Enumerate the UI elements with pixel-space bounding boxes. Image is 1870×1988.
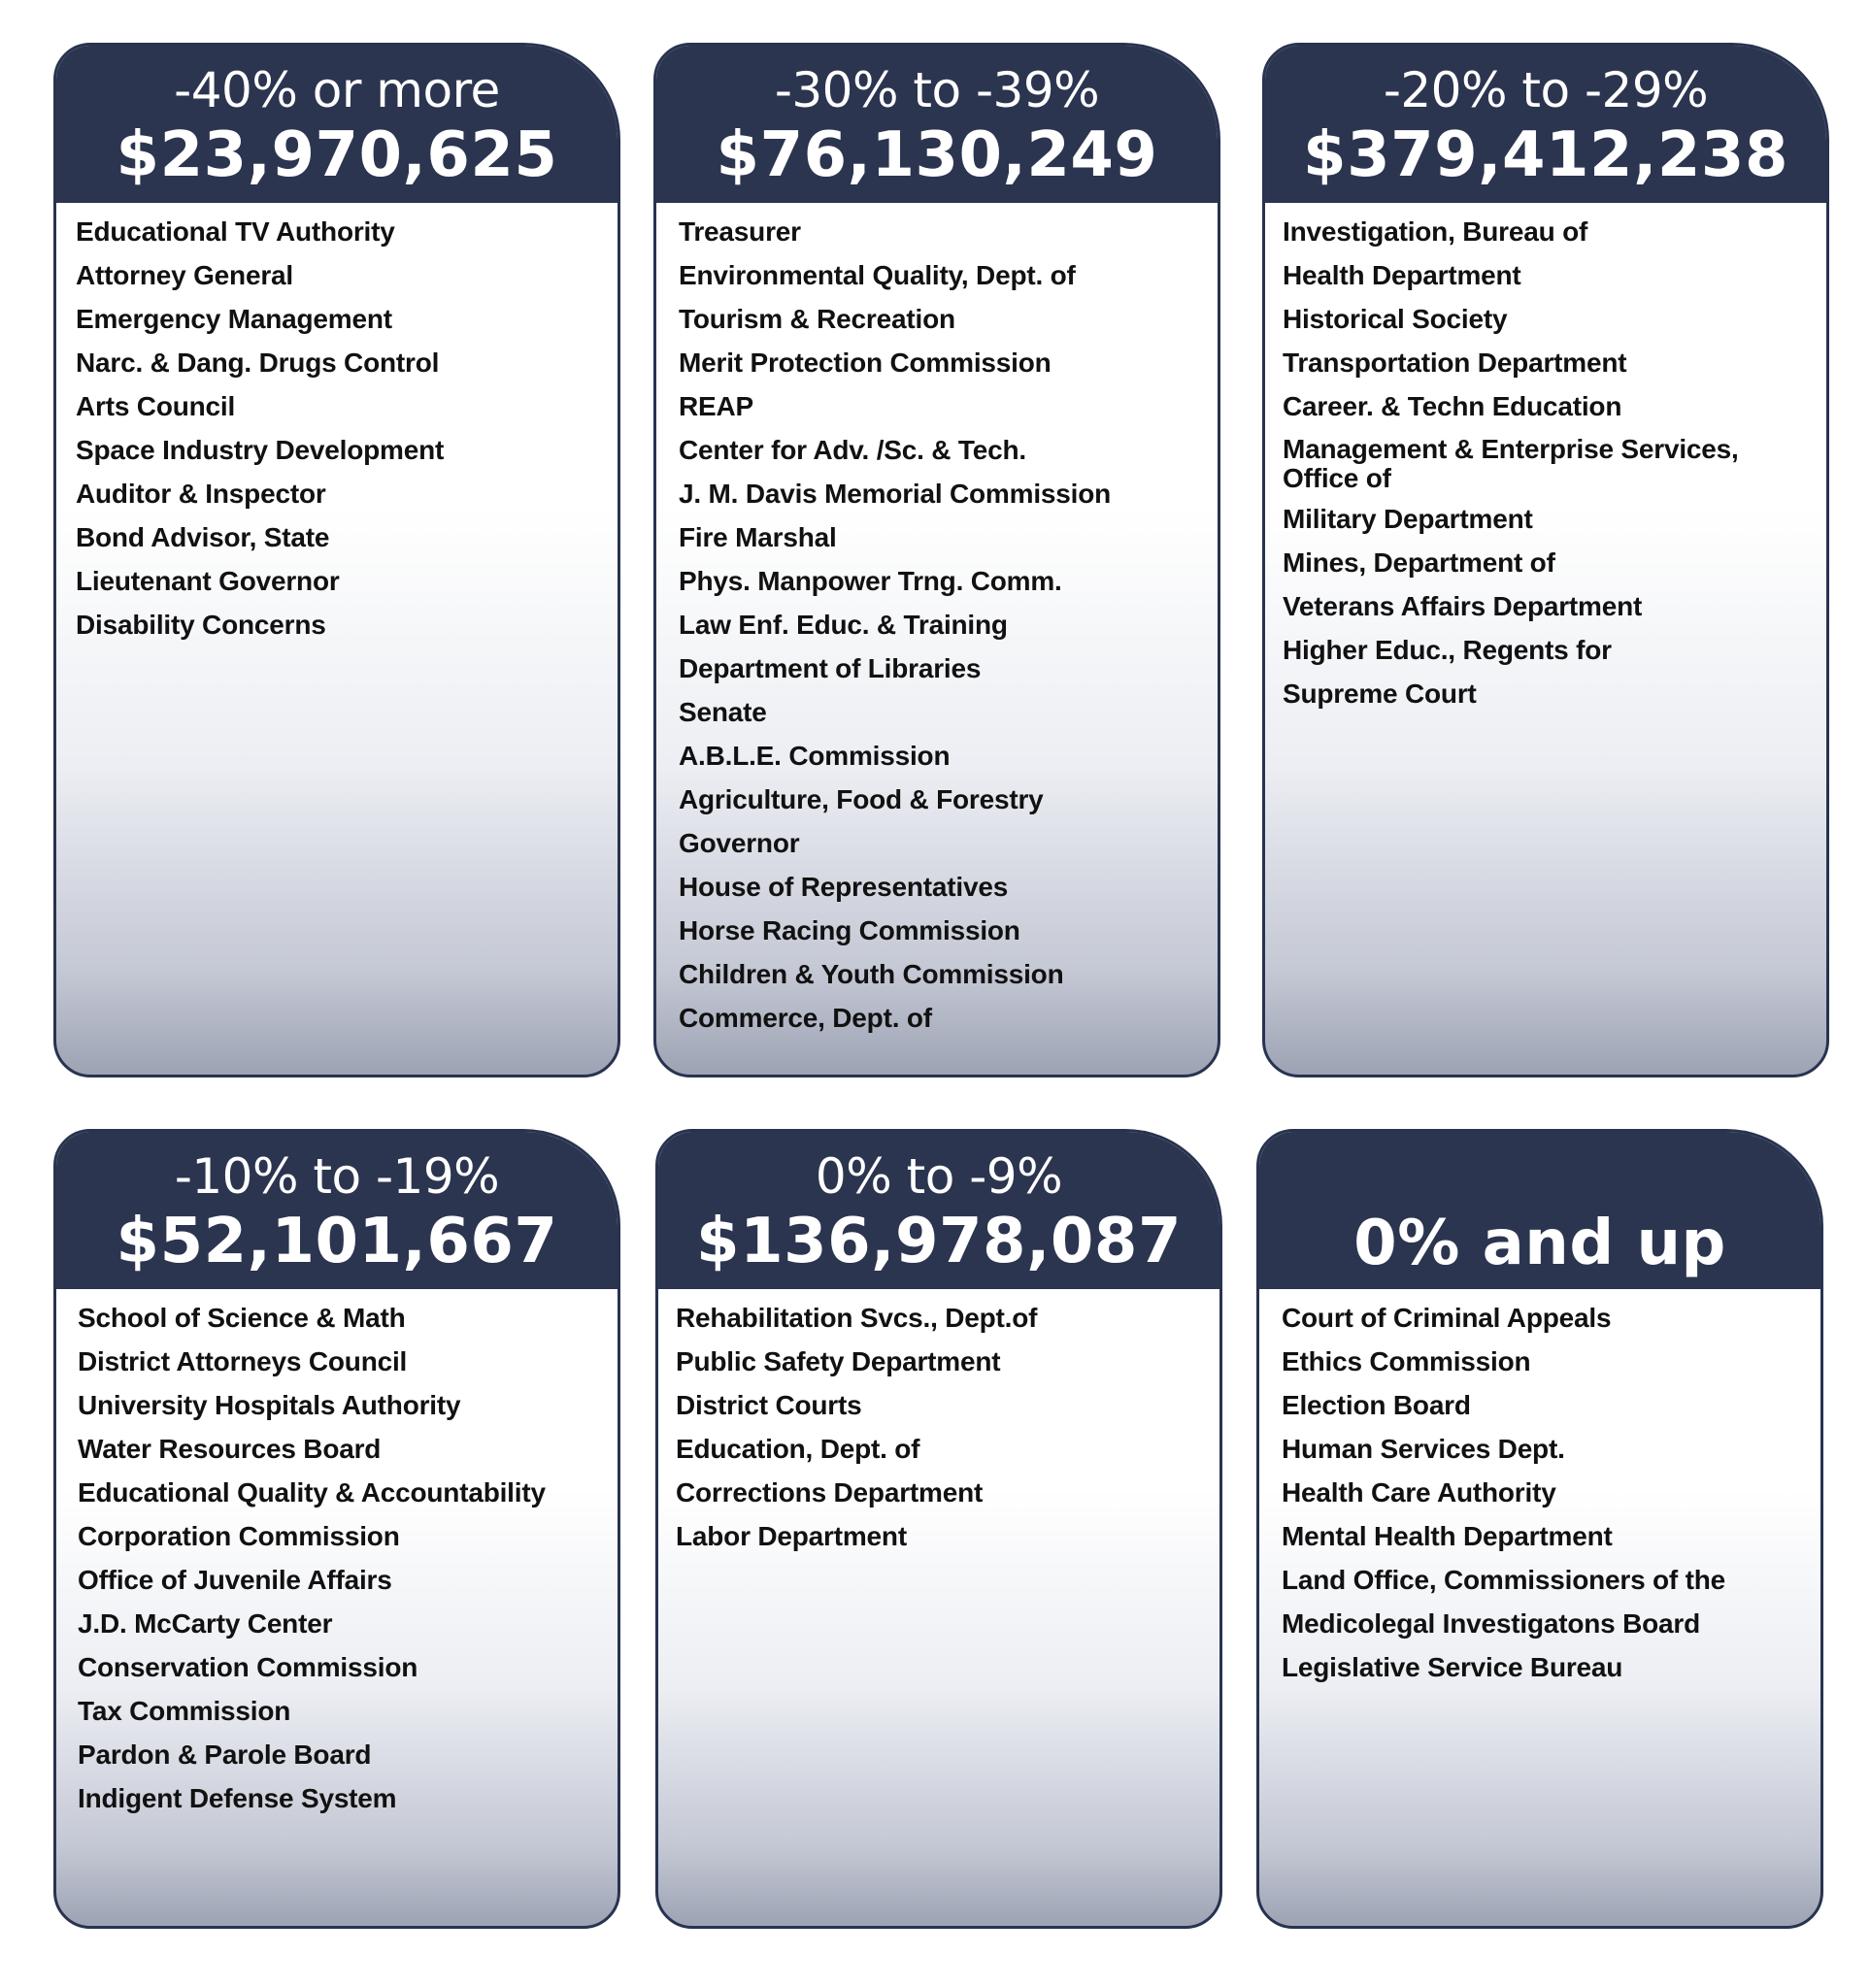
list-item: Career. & Techn Education	[1283, 391, 1622, 421]
card-header	[1259, 1132, 1820, 1289]
list-item: Human Services Dept.	[1282, 1434, 1565, 1464]
list-item: Office of Juvenile Affairs	[78, 1565, 392, 1595]
list-item: Court of Criminal Appeals	[1282, 1303, 1612, 1333]
list-item: Attorney General	[76, 260, 293, 290]
list-item: Public Safety Department	[676, 1346, 1001, 1376]
list-item: Health Care Authority	[1282, 1477, 1556, 1508]
amount-total: 0% and up	[1353, 1208, 1726, 1279]
list-item: Land Office, Commissioners of the	[1282, 1565, 1726, 1595]
amount-total: $52,101,667	[116, 1206, 558, 1277]
list-item: Historical Society	[1283, 304, 1508, 334]
card-minus-10-to-19	[53, 1129, 620, 1929]
list-item: Corrections Department	[676, 1477, 984, 1508]
card-0-and-up	[1256, 1129, 1823, 1929]
list-item: Veterans Affairs Department	[1283, 591, 1643, 621]
list-item: Military Department	[1283, 504, 1533, 534]
list-item: Phys. Manpower Trng. Comm.	[679, 566, 1062, 596]
range-label: -40% or more	[174, 62, 500, 118]
range-label: -10% to -19%	[174, 1148, 500, 1205]
list-item: Health Department	[1283, 260, 1521, 290]
list-item: Treasurer	[679, 216, 801, 247]
list-item: Bond Advisor, State	[76, 522, 330, 552]
agency-list	[656, 203, 1218, 1034]
card-header	[56, 46, 618, 203]
list-item: Lieutenant Governor	[76, 566, 340, 596]
list-item: A.B.L.E. Commission	[679, 741, 951, 771]
list-item: Fire Marshal	[679, 522, 837, 552]
card-header	[656, 46, 1218, 203]
list-item: Higher Educ., Regents for	[1283, 635, 1612, 665]
amount-total: $23,970,625	[116, 119, 558, 191]
card-0-to-minus-9	[655, 1129, 1222, 1929]
agency-list	[1259, 1289, 1820, 1683]
list-item: Senate	[679, 697, 767, 727]
list-item: University Hospitals Authority	[78, 1390, 461, 1420]
list-item: Educational TV Authority	[76, 216, 395, 247]
list-item: Legislative Service Bureau	[1282, 1652, 1623, 1682]
agency-list	[56, 1289, 618, 1814]
list-item: District Courts	[676, 1390, 862, 1420]
list-item: Commerce, Dept. of	[679, 1003, 932, 1033]
list-item: Agriculture, Food & Forestry	[679, 784, 1044, 814]
list-item: Ethics Commission	[1282, 1346, 1531, 1376]
list-item: Governor	[679, 828, 800, 858]
list-item: Center for Adv. /Sc. & Tech.	[679, 435, 1026, 465]
list-item: J. M. Davis Memorial Commission	[679, 479, 1112, 509]
list-item: Emergency Management	[76, 304, 392, 334]
list-item: Auditor & Inspector	[76, 479, 326, 509]
list-item: House of Representatives	[679, 872, 1009, 902]
agency-list	[1265, 203, 1826, 710]
list-item: REAP	[679, 391, 753, 421]
list-item: J.D. McCarty Center	[78, 1608, 333, 1639]
list-item: Environmental Quality, Dept. of	[679, 260, 1076, 290]
list-item: Space Industry Development	[76, 435, 445, 465]
range-label: -20% to -29%	[1383, 62, 1709, 118]
list-item: Corporation Commission	[78, 1521, 400, 1551]
agency-list	[658, 1289, 1219, 1552]
list-item: Narc. & Dang. Drugs Control	[76, 348, 440, 378]
list-item: Water Resources Board	[78, 1434, 382, 1464]
list-item: Pardon & Parole Board	[78, 1740, 372, 1770]
agency-list	[56, 203, 618, 641]
list-item: Supreme Court	[1283, 679, 1477, 709]
card-header	[56, 1132, 618, 1289]
list-item: Medicolegal Investigatons Board	[1282, 1608, 1700, 1639]
list-item: Horse Racing Commission	[679, 915, 1020, 945]
list-item: Children & Youth Commission	[679, 959, 1064, 989]
list-item: Mental Health Department	[1282, 1521, 1613, 1551]
list-item: Election Board	[1282, 1390, 1471, 1420]
list-item: Merit Protection Commission	[679, 348, 1052, 378]
list-item: Transportation Department	[1283, 348, 1627, 378]
card-minus-20-to-29	[1262, 43, 1829, 1077]
list-item: Conservation Commission	[78, 1652, 418, 1682]
amount-total: $136,978,087	[696, 1206, 1182, 1277]
card-header	[1265, 46, 1826, 203]
range-label: -30% to -39%	[774, 62, 1100, 118]
list-item: Department of Libraries	[679, 653, 982, 683]
list-item: Tax Commission	[78, 1696, 291, 1726]
list-item: Disability Concerns	[76, 610, 326, 640]
card-minus-40-or-more	[53, 43, 620, 1077]
amount-total: $379,412,238	[1303, 119, 1788, 191]
card-minus-30-to-39	[653, 43, 1220, 1077]
amount-total: $76,130,249	[716, 119, 1158, 191]
list-item: Law Enf. Educ. & Training	[679, 610, 1008, 640]
list-item: Tourism & Recreation	[679, 304, 955, 334]
range-label: 0% to -9%	[815, 1148, 1063, 1205]
list-item: Education, Dept. of	[676, 1434, 920, 1464]
list-item: Mines, Department of	[1283, 547, 1555, 578]
list-item: District Attorneys Council	[78, 1346, 408, 1376]
list-item: Labor Department	[676, 1521, 907, 1551]
list-item: Management & Enterprise Services, Office of	[1283, 434, 1739, 493]
card-header	[658, 1132, 1219, 1289]
list-item: School of Science & Math	[78, 1303, 406, 1333]
list-item: Arts Council	[76, 391, 236, 421]
list-item: Indigent Defense System	[78, 1783, 397, 1813]
list-item: Investigation, Bureau of	[1283, 216, 1588, 247]
list-item: Educational Quality & Accountability	[78, 1477, 546, 1508]
list-item: Rehabilitation Svcs., Dept.of	[676, 1303, 1038, 1333]
